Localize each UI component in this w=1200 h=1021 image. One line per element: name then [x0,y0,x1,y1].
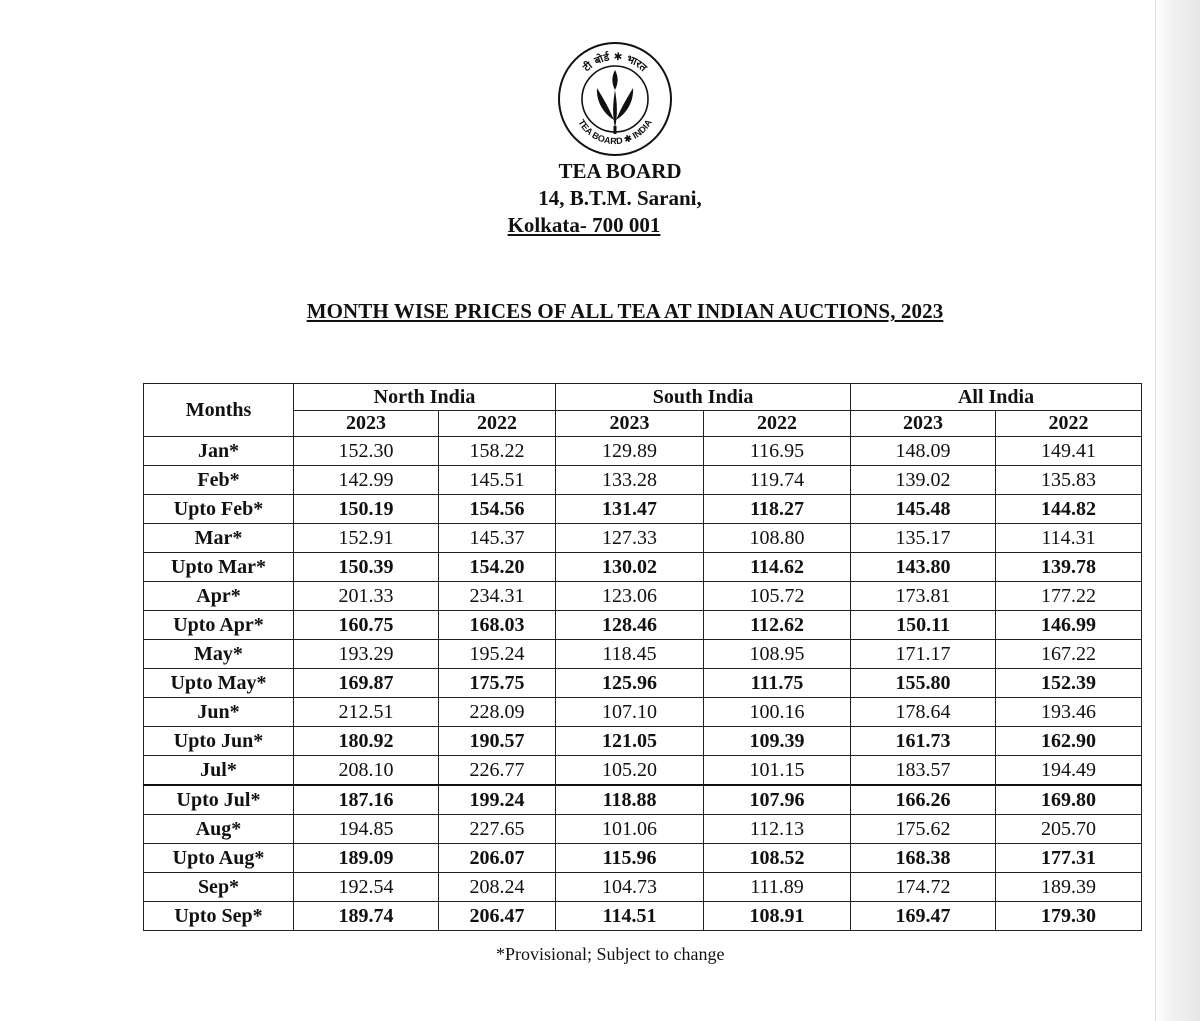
table-row [144,698,1142,727]
price-cell: 160.75 [294,611,439,640]
table-row [144,524,1142,553]
price-cell: 115.96 [556,844,704,873]
price-cell: 114.31 [996,524,1142,553]
cumulative-row [144,669,1142,698]
price-cell: 108.91 [704,902,851,931]
price-cell: 127.33 [556,524,704,553]
price-cell: 180.92 [294,727,439,756]
cumulative-row [144,727,1142,756]
price-cell: 189.09 [294,844,439,873]
table-row [144,873,1142,902]
price-cell: 174.72 [851,873,996,902]
month-cell: Upto May* [144,669,294,698]
price-cell: 154.20 [439,553,556,582]
month-cell: Jun* [144,698,294,727]
price-cell: 168.03 [439,611,556,640]
price-cell: 108.95 [704,640,851,669]
logo-top-text: टी बोर्ड ✱ भारत [581,50,650,75]
table-row [144,815,1142,844]
price-cell: 226.77 [439,756,556,786]
price-cell: 145.51 [439,466,556,495]
price-cell: 205.70 [996,815,1142,844]
price-cell: 189.74 [294,902,439,931]
price-cell: 145.48 [851,495,996,524]
price-cell: 152.30 [294,437,439,466]
price-cell: 101.15 [704,756,851,786]
tea-prices-table [143,383,1142,931]
year-header: 2023 [556,411,704,437]
price-cell: 143.80 [851,553,996,582]
price-cell: 169.80 [996,785,1142,815]
month-cell: Mar* [144,524,294,553]
price-cell: 175.75 [439,669,556,698]
price-cell: 116.95 [704,437,851,466]
cumulative-row [144,902,1142,931]
year-header: 2022 [704,411,851,437]
price-cell: 208.10 [294,756,439,786]
table-row [144,466,1142,495]
footnote: *Provisional; Subject to change [496,944,725,964]
price-cell: 208.24 [439,873,556,902]
price-cell: 194.85 [294,815,439,844]
price-cell: 131.47 [556,495,704,524]
price-cell: 166.26 [851,785,996,815]
month-cell: Upto Apr* [144,611,294,640]
price-cell: 206.47 [439,902,556,931]
month-cell: Feb* [144,466,294,495]
price-cell: 193.29 [294,640,439,669]
price-cell: 146.99 [996,611,1142,640]
price-cell: 161.73 [851,727,996,756]
price-cell: 169.47 [851,902,996,931]
price-cell: 109.39 [704,727,851,756]
price-cell: 114.51 [556,902,704,931]
price-cell: 119.74 [704,466,851,495]
month-cell: Aug* [144,815,294,844]
document-title: MONTH WISE PRICES OF ALL TEA AT INDIAN AUCTIONS, 2023 [306,299,944,323]
price-cell: 206.07 [439,844,556,873]
price-cell: 212.51 [294,698,439,727]
address-city: Kolkata- 700 001 [507,213,661,237]
year-header: 2023 [851,411,996,437]
price-cell: 194.49 [996,756,1142,786]
price-cell: 105.72 [704,582,851,611]
cumulative-row [144,844,1142,873]
price-cell: 144.82 [996,495,1142,524]
tea-leaf-icon [597,70,633,134]
price-cell: 133.28 [556,466,704,495]
group-header-south-india: South India [556,384,851,411]
month-cell: Upto Sep* [144,902,294,931]
price-cell: 112.13 [704,815,851,844]
price-cell: 187.16 [294,785,439,815]
price-cell: 111.89 [704,873,851,902]
price-cell: 118.88 [556,785,704,815]
price-cell: 168.38 [851,844,996,873]
price-cell: 107.10 [556,698,704,727]
price-cell: 139.78 [996,553,1142,582]
price-cell: 130.02 [556,553,704,582]
price-cell: 101.06 [556,815,704,844]
price-cell: 178.64 [851,698,996,727]
price-cell: 169.87 [294,669,439,698]
price-cell: 201.33 [294,582,439,611]
price-cell: 173.81 [851,582,996,611]
price-cell: 150.39 [294,553,439,582]
month-cell: Jan* [144,437,294,466]
price-cell: 167.22 [996,640,1142,669]
price-cell: 107.96 [704,785,851,815]
price-cell: 125.96 [556,669,704,698]
price-cell: 234.31 [439,582,556,611]
price-cell: 150.11 [851,611,996,640]
price-cell: 145.37 [439,524,556,553]
price-cell: 190.57 [439,727,556,756]
price-cell: 111.75 [704,669,851,698]
month-cell: Upto Mar* [144,553,294,582]
price-cell: 118.27 [704,495,851,524]
price-cell: 135.17 [851,524,996,553]
price-cell: 199.24 [439,785,556,815]
month-cell: Upto Feb* [144,495,294,524]
price-cell: 150.19 [294,495,439,524]
price-cell: 192.54 [294,873,439,902]
price-cell: 129.89 [556,437,704,466]
cumulative-row [144,611,1142,640]
price-cell: 100.16 [704,698,851,727]
month-cell: Apr* [144,582,294,611]
month-cell: Jul* [144,756,294,786]
group-header-all-india: All India [851,384,1142,411]
price-cell: 177.22 [996,582,1142,611]
price-cell: 189.39 [996,873,1142,902]
price-cell: 179.30 [996,902,1142,931]
price-cell: 177.31 [996,844,1142,873]
table-row [144,582,1142,611]
address-street: 14, B.T.M. Sarani, [538,186,702,210]
price-cell: 139.02 [851,466,996,495]
months-column-header: Months [144,384,294,437]
price-cell: 195.24 [439,640,556,669]
price-cell: 183.57 [851,756,996,786]
price-cell: 171.17 [851,640,996,669]
year-header: 2023 [294,411,439,437]
month-cell: Upto Aug* [144,844,294,873]
price-cell: 118.45 [556,640,704,669]
price-cell: 128.46 [556,611,704,640]
price-cell: 149.41 [996,437,1142,466]
organization-name: TEA BOARD [558,159,682,183]
table-body [144,437,1142,931]
group-header-north-india: North India [294,384,556,411]
cumulative-row [144,553,1142,582]
price-cell: 228.09 [439,698,556,727]
price-cell: 108.52 [704,844,851,873]
price-cell: 104.73 [556,873,704,902]
month-cell: Upto Jul* [144,785,294,815]
table-row [144,437,1142,466]
year-header: 2022 [439,411,556,437]
price-cell: 175.62 [851,815,996,844]
year-header: 2022 [996,411,1142,437]
price-cell: 123.06 [556,582,704,611]
organization-address [500,158,740,239]
cumulative-row [144,495,1142,524]
price-cell: 142.99 [294,466,439,495]
price-cell: 112.62 [704,611,851,640]
table-row [144,640,1142,669]
cumulative-row [144,785,1142,815]
price-cell: 152.91 [294,524,439,553]
month-cell: Upto Jun* [144,727,294,756]
month-cell: May* [144,640,294,669]
price-cell: 114.62 [704,553,851,582]
page-edge-shadow [1155,0,1200,1021]
month-cell: Sep* [144,873,294,902]
price-cell: 121.05 [556,727,704,756]
price-cell: 135.83 [996,466,1142,495]
price-cell: 193.46 [996,698,1142,727]
price-cell: 155.80 [851,669,996,698]
price-cell: 227.65 [439,815,556,844]
price-cell: 148.09 [851,437,996,466]
price-cell: 108.80 [704,524,851,553]
price-cell: 105.20 [556,756,704,786]
price-cell: 158.22 [439,437,556,466]
price-cell: 154.56 [439,495,556,524]
table-row [144,756,1142,786]
price-cell: 152.39 [996,669,1142,698]
tea-board-logo [556,40,674,158]
logo-bottom-text: TEA BOARD ✱ INDIA [576,117,654,147]
price-cell: 162.90 [996,727,1142,756]
